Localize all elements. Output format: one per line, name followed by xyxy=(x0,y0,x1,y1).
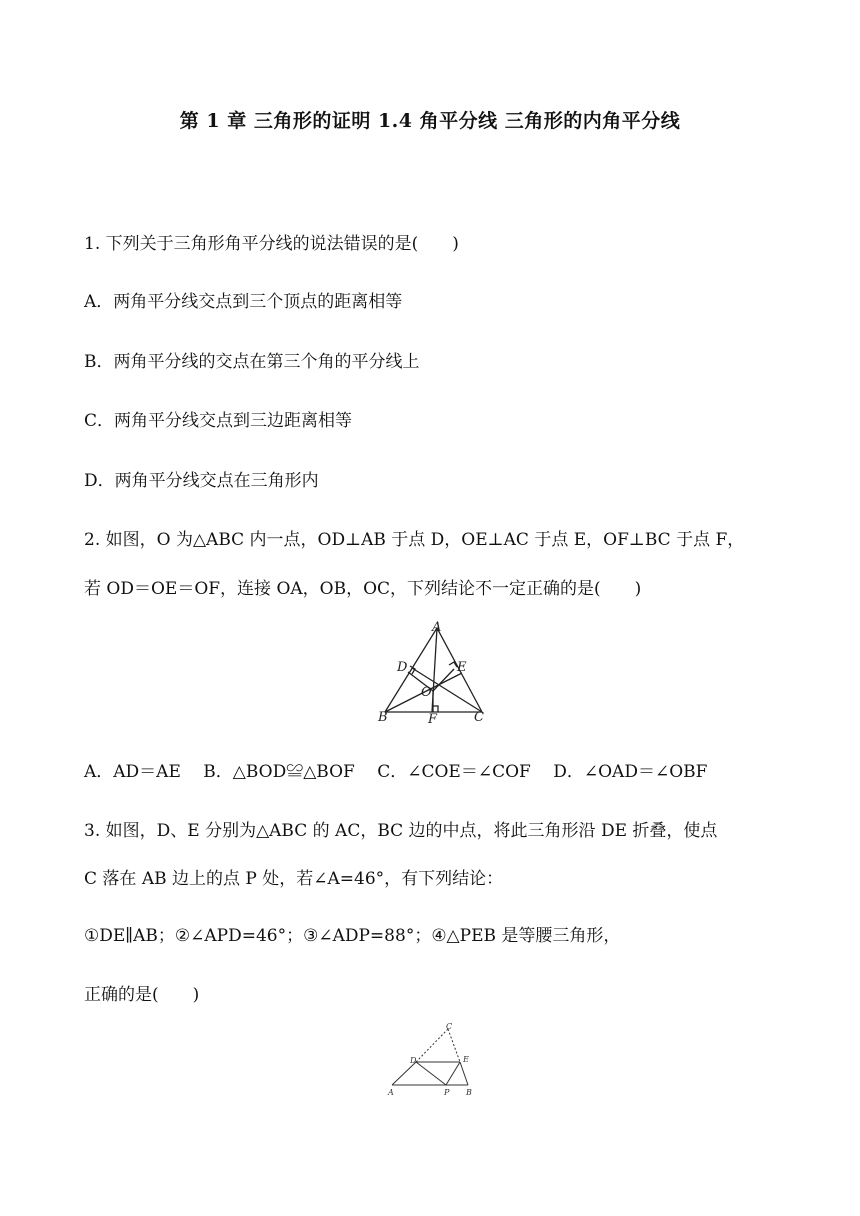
q2-options: A．AD＝AE B．△BOD≌△BOF C．∠COE＝∠COF D．∠OAD＝∠OBF xyxy=(84,762,708,782)
q2-label-f: F xyxy=(428,712,438,727)
q3-label-d: D xyxy=(410,1056,417,1065)
q2-stem-line2: 若 OD＝OE＝OF，连接 OA，OB，OC，下列结论不一定正确的是( ) xyxy=(84,579,642,599)
q1-option-d: D．两角平分线交点在三角形内 xyxy=(84,471,319,491)
page-title: 第 1 章 三角形的证明 1.4 角平分线 三角形的内角平分线 xyxy=(179,110,681,132)
q2-label-c: C xyxy=(474,710,484,725)
q3-figure xyxy=(380,1022,490,1102)
q3-stem-line2: C 落在 AB 边上的点 P 处，若∠A=46°，有下列结论： xyxy=(84,869,504,889)
q3-label-p: P xyxy=(444,1088,450,1097)
q1-option-a: A．两角平分线交点到三个顶点的距离相等 xyxy=(84,292,403,312)
q2-label-a: A xyxy=(432,620,442,635)
q3-label-a: A xyxy=(388,1088,394,1097)
q2-label-b: B xyxy=(378,710,388,725)
q1-option-b: B．两角平分线的交点在第三个角的平分线上 xyxy=(84,352,420,372)
q3-label-e: E xyxy=(463,1055,469,1064)
q2-label-d: D xyxy=(397,660,408,675)
q2-figure xyxy=(370,620,490,730)
q3-label-c: C xyxy=(446,1022,453,1031)
q3-label-b: B xyxy=(466,1088,472,1097)
q2-label-o: O xyxy=(421,685,432,700)
q1-option-c: C．两角平分线交点到三边距离相等 xyxy=(84,411,353,431)
q3-stem-line3: ①DE∥AB；②∠APD=46°；③∠ADP=88°；④△PEB 是等腰三角形， xyxy=(84,926,621,946)
q3-stem-line4: 正确的是( ) xyxy=(84,985,200,1005)
q3-stem-line1: 3. 如图，D、E 分别为△ABC 的 AC，BC 边的中点，将此三角形沿 DE 折叠，使点 xyxy=(84,821,718,841)
q1-stem: 1. 下列关于三角形角平分线的说法错误的是( ) xyxy=(84,234,459,254)
q2-stem-line1: 2. 如图，O 为△ABC 内一点，OD⊥AB 于点 D，OE⊥AC 于点 E，OF⊥BC 于点 F， xyxy=(84,530,745,550)
q2-label-e: E xyxy=(457,660,467,675)
